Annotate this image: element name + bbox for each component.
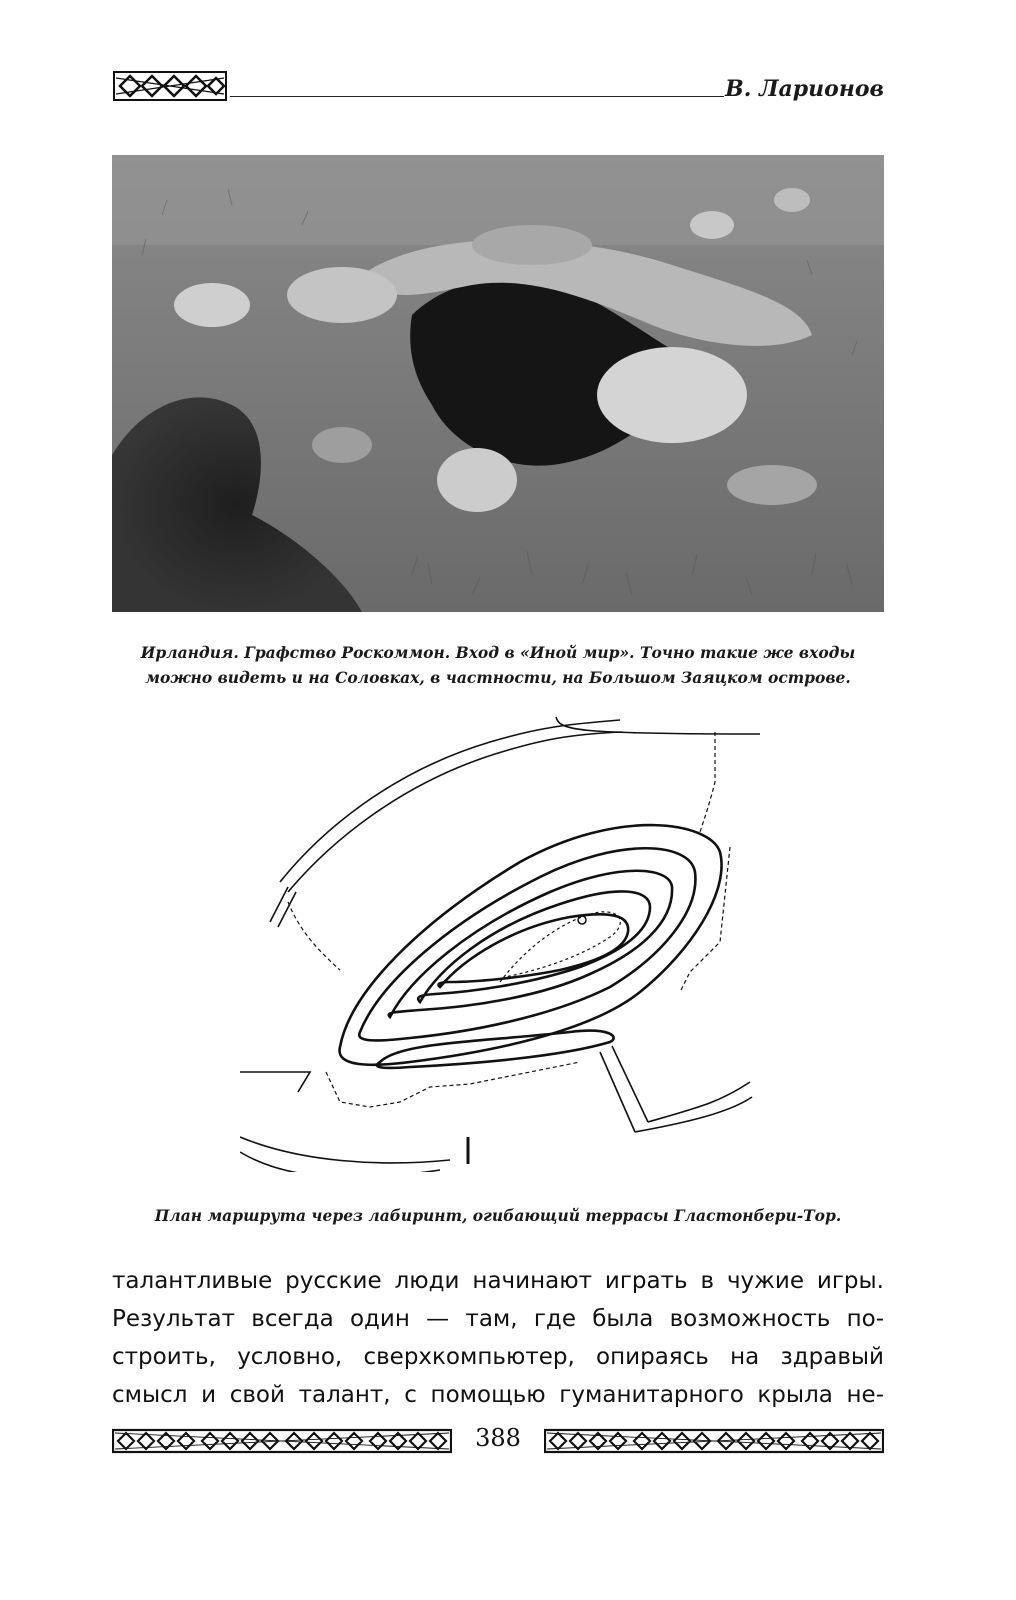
map-caption: План маршрута через лабиринт, огибающий террасы Гластонбери-Тор. (154, 1206, 842, 1225)
photo-caption (112, 640, 884, 690)
body-text (112, 1262, 884, 1414)
footer-ornament-right (544, 1428, 884, 1454)
body-line-1: талантливые русские люди начинают играть в чужие игры. (112, 1268, 884, 1294)
photo-caption-line-2: можно видеть и на Соловках, в частности, на Большом Заяцком острове. (145, 668, 851, 687)
body-line-2: Результат всегда один — там, где была возможность по- (112, 1306, 884, 1332)
page-footer (112, 1422, 884, 1462)
header-ornament (112, 68, 228, 104)
header-rule (230, 96, 724, 97)
page-number: 388 (475, 1424, 521, 1452)
photo-cave-entrance (112, 155, 884, 612)
body-line-3: строить, условно, сверхкомпьютер, опираясь на здравый (112, 1344, 884, 1370)
running-header (112, 66, 884, 110)
body-line-4: смысл и свой талант, с помощью гуманитарного крыла не- (112, 1382, 884, 1408)
running-head-author: В. Ларионов (725, 76, 884, 102)
labyrinth-map (240, 712, 760, 1172)
photo-caption-line-1: Ирландия. Графство Роскоммон. Вход в «Иной мир». Точно такие же входы (140, 643, 856, 662)
